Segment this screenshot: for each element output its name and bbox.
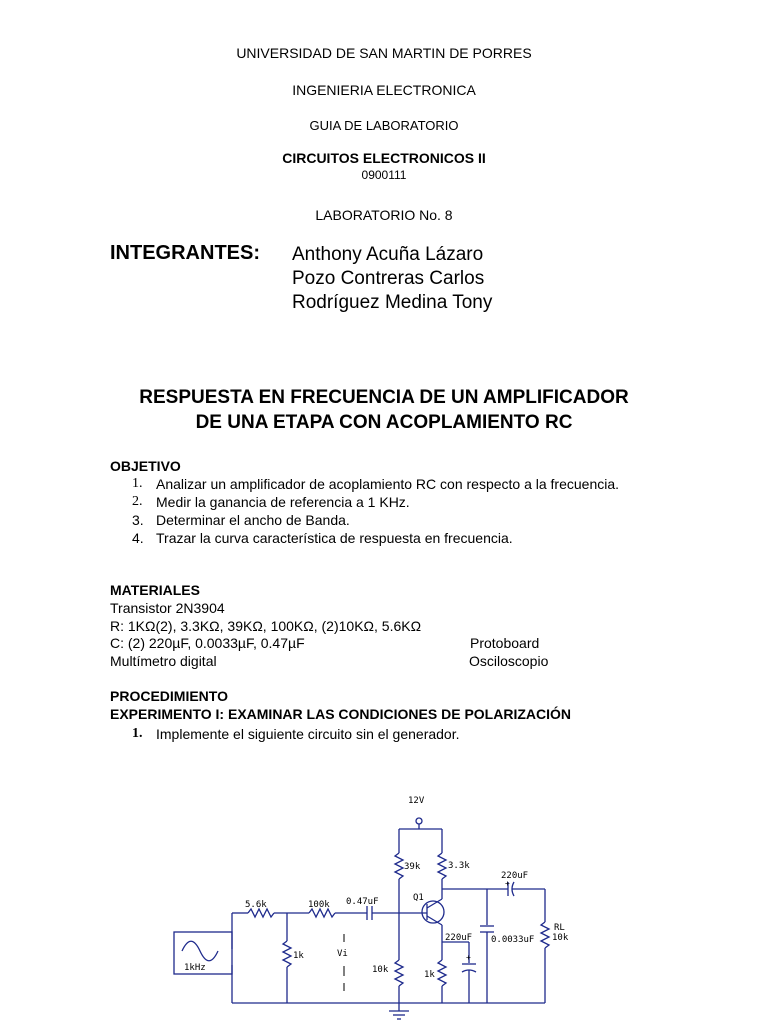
label-12v: 12V — [408, 796, 425, 806]
label-rl: RL — [554, 923, 565, 933]
team-member: Pozo Contreras Carlos — [292, 268, 485, 289]
team-label: INTEGRANTES: — [110, 242, 260, 264]
label-rl-value: 10k — [552, 933, 569, 943]
label-r-5k6: 5.6k — [245, 900, 267, 910]
label-r-39k: 39k — [404, 862, 421, 872]
label-r-3k3: 3.3k — [448, 861, 470, 871]
material-line: R: 1KΩ(2), 3.3KΩ, 39KΩ, 100KΩ, (2)10KΩ, 5.6KΩ — [110, 617, 422, 634]
university-name: UNIVERSIDAD DE SAN MARTIN DE PORRES — [236, 45, 532, 61]
label-c-220-em: 220uF — [445, 933, 473, 943]
label-r-1k: 1k — [293, 951, 304, 961]
label-r-100k: 100k — [308, 900, 330, 910]
experiment-heading: EXPERIMENTO I: EXAMINAR LAS CONDICIONES DE POLARIZACIÓN — [110, 706, 571, 722]
course-code: 0900111 — [361, 168, 407, 182]
material-line: C: (2) 220µF, 0.0033µF, 0.47µF — [110, 635, 305, 651]
plus-icon: + — [505, 879, 510, 888]
list-number: 1. — [132, 476, 143, 491]
lab-number: LABORATORIO No. 8 — [315, 207, 453, 223]
title-line-2: DE UNA ETAPA CON ACOPLAMIENTO RC — [195, 412, 573, 433]
list-number: 4. — [132, 530, 144, 546]
list-text: Trazar la curva característica de respuesta en frecuencia. — [156, 530, 513, 546]
faculty-name: INGENIERIA ELECTRONICA — [292, 82, 476, 98]
objetivo-heading: OBJETIVO — [110, 458, 181, 474]
circuit-wires — [174, 818, 549, 1019]
team-member: Rodríguez Medina Tony — [292, 292, 493, 313]
label-c-220-out: 220uF — [501, 871, 529, 881]
label-r-10k: 10k — [372, 965, 389, 975]
team-member: Anthony Acuña Lázaro — [292, 244, 484, 265]
list-number: 1. — [132, 726, 143, 741]
list-number: 3. — [132, 512, 144, 528]
guide-label: GUIA DE LABORATORIO — [309, 118, 459, 133]
label-c-047: 0.47uF — [346, 897, 379, 907]
procedimiento-heading: PROCEDIMIENTO — [110, 688, 228, 704]
label-c-0033: 0.0033uF — [491, 935, 535, 945]
label-source: 1kHz — [184, 963, 206, 973]
material-protoboard: Protoboard — [470, 635, 540, 651]
material-osciloscopio: Osciloscopio — [469, 653, 549, 669]
list-text: Medir la ganancia de referencia a 1 KHz. — [156, 494, 410, 510]
label-r-1k-emitter: 1k — [424, 970, 435, 980]
plus-icon: + — [466, 953, 471, 962]
list-text: Determinar el ancho de Banda. — [156, 512, 350, 528]
list-text: Implemente el siguiente circuito sin el generador. — [156, 726, 460, 742]
list-text: Analizar un amplificador de acoplamiento RC con respecto a la frecuencia. — [156, 476, 620, 492]
material-line: Multímetro digital — [110, 652, 217, 669]
materiales-heading: MATERIALES — [110, 582, 200, 598]
title-line-1: RESPUESTA EN FRECUENCIA DE UN AMPLIFICADOR — [139, 387, 629, 408]
list-number: 2. — [132, 494, 143, 509]
label-q1: Q1 — [413, 893, 424, 903]
course-name: CIRCUITOS ELECTRONICOS II — [282, 150, 486, 166]
label-vi: Vi — [337, 949, 348, 959]
material-line: Transistor 2N3904 — [110, 600, 225, 616]
